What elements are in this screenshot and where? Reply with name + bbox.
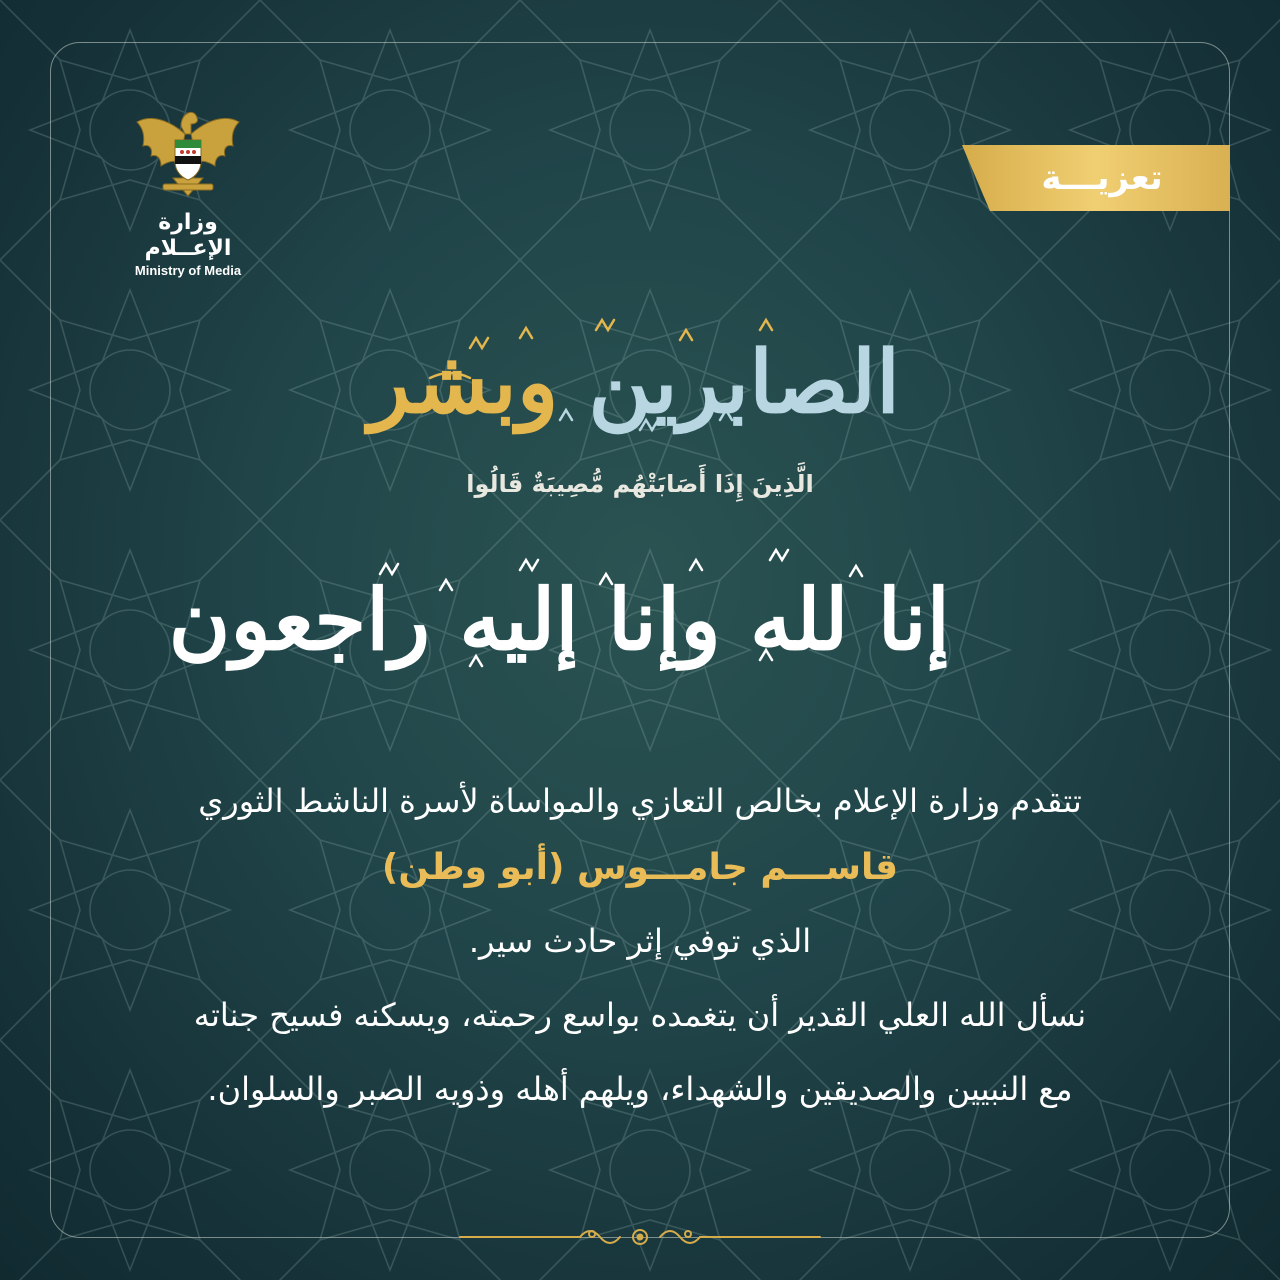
verse-word-bashir: وبشر: [368, 332, 559, 433]
ministry-logo: [118, 100, 258, 280]
message-line-4: نسأل الله العلي القدير أن يتغمده بواسع رحمته، ويسكنه فسيح جناته: [193, 996, 1087, 1034]
ribbon-label: تعزيـــة: [1041, 158, 1163, 198]
verse-word-sabireen: الصابرين: [588, 332, 900, 433]
deceased-name: قاســـم جامـــوس (أبو وطن): [381, 847, 899, 888]
verse-calligraphy-main: إنا لله وإنا إليه راجعون: [168, 570, 950, 669]
message-line-3: الذي توفي إثر حادث سير.: [468, 922, 812, 960]
ministry-name-english: Ministry of Media: [134, 263, 242, 278]
verse-calligraphy-top: [368, 318, 900, 448]
verse-subline: الَّذِينَ إِذَا أَصَابَتْهُم مُّصِيبَةٌ قَالُوا: [466, 470, 814, 498]
scroll-ornament-icon: [450, 1222, 830, 1252]
message-line-5: مع النبيين والصديقين والشهداء، ويلهم أهله وذويه الصبر والسلوان.: [207, 1070, 1073, 1108]
condolence-ribbon: [962, 145, 1230, 211]
ministry-name-arabic: وزارة الإعــلام: [144, 210, 232, 261]
eagle-emblem-icon: [133, 100, 243, 200]
message-line-1: تتقدم وزارة الإعلام بخالص التعازي والمواساة لأسرة الناشط الثوري: [198, 782, 1082, 820]
